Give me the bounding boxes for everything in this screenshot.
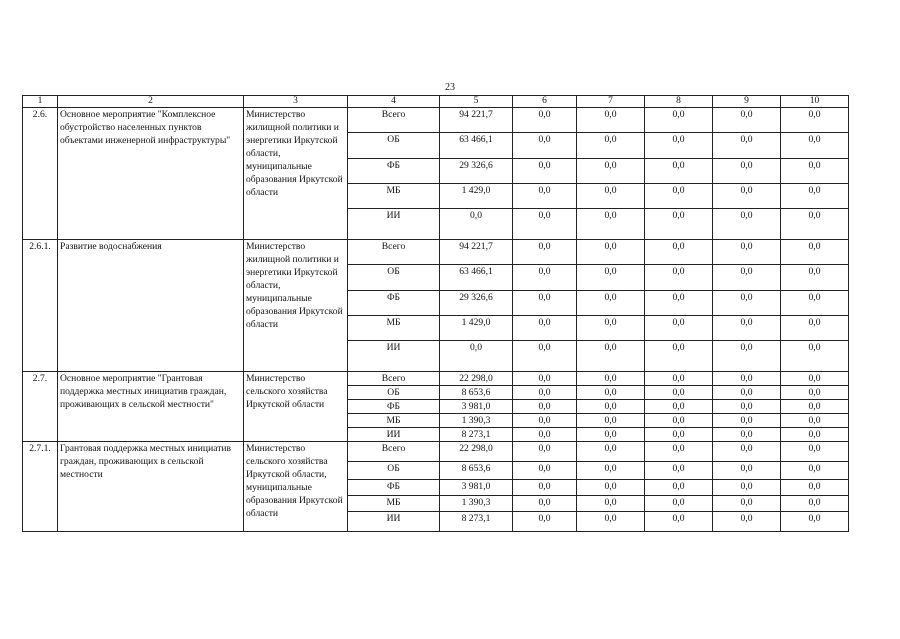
amount-cell: 0,0: [713, 372, 781, 386]
amount-cell: 0,0: [713, 108, 781, 133]
amount-cell: 0,0: [513, 512, 577, 532]
amount-cell: 0,0: [713, 133, 781, 159]
amount-cell: 0,0: [513, 372, 577, 386]
amount-cell: 0,0: [713, 240, 781, 265]
amount-cell: 0,0: [577, 341, 645, 372]
amount-cell: 0,0: [440, 341, 513, 372]
item-name: Основное мероприятие "Комплексное обустройство населенных пунктов объектами инженерной инфраструктуры": [58, 108, 244, 240]
amount-cell: 0,0: [713, 265, 781, 291]
amount-cell: 0,0: [513, 462, 577, 480]
amount-cell: 0,0: [713, 386, 781, 400]
amount-cell: 0,0: [645, 480, 713, 496]
item-number: 2.6.: [23, 108, 58, 240]
table-row: [23, 442, 849, 462]
amount-cell: 0,0: [713, 209, 781, 240]
amount-cell: 0,0: [513, 291, 577, 316]
amount-cell: 8 273,1: [440, 512, 513, 532]
amount-cell: 22 298,0: [440, 372, 513, 386]
amount-cell: 29 326,6: [440, 291, 513, 316]
amount-cell: 8 273,1: [440, 428, 513, 442]
amount-cell: 0,0: [577, 386, 645, 400]
amount-cell: 0,0: [781, 240, 849, 265]
amount-cell: 0,0: [713, 428, 781, 442]
amount-cell: 1 429,0: [440, 316, 513, 341]
item-executor: Министерство сельского хозяйства Иркутской области: [244, 372, 348, 442]
amount-cell: 1 429,0: [440, 184, 513, 209]
table-row: [23, 372, 849, 386]
item-name: Развитие водоснабжения: [58, 240, 244, 372]
col-header: 6: [513, 96, 577, 108]
funding-source: Всего: [348, 240, 440, 265]
amount-cell: 0,0: [577, 184, 645, 209]
amount-cell: 0,0: [713, 414, 781, 428]
amount-cell: 0,0: [645, 316, 713, 341]
amount-cell: 22 298,0: [440, 442, 513, 462]
amount-cell: 29 326,6: [440, 159, 513, 184]
amount-cell: 0,0: [713, 341, 781, 372]
amount-cell: 0,0: [577, 108, 645, 133]
amount-cell: 0,0: [577, 512, 645, 532]
amount-cell: 0,0: [577, 442, 645, 462]
amount-cell: 8 653,6: [440, 386, 513, 400]
amount-cell: 0,0: [513, 496, 577, 512]
amount-cell: 0,0: [713, 316, 781, 341]
amount-cell: 0,0: [513, 108, 577, 133]
amount-cell: 3 981,0: [440, 400, 513, 414]
amount-cell: 0,0: [513, 209, 577, 240]
amount-cell: 0,0: [781, 184, 849, 209]
amount-cell: 0,0: [513, 414, 577, 428]
col-header: 2: [58, 96, 244, 108]
amount-cell: 0,0: [645, 462, 713, 480]
funding-source: ОБ: [348, 265, 440, 291]
amount-cell: 8 653,6: [440, 462, 513, 480]
page-number: 23: [445, 82, 455, 93]
amount-cell: 0,0: [713, 291, 781, 316]
amount-cell: 0,0: [645, 428, 713, 442]
amount-cell: 0,0: [645, 184, 713, 209]
col-header: 8: [645, 96, 713, 108]
amount-cell: 0,0: [513, 400, 577, 414]
col-header: 4: [348, 96, 440, 108]
item-number: 2.7.: [23, 372, 58, 442]
amount-cell: 0,0: [781, 209, 849, 240]
amount-cell: 0,0: [645, 265, 713, 291]
amount-cell: 0,0: [577, 372, 645, 386]
amount-cell: 0,0: [781, 428, 849, 442]
amount-cell: 0,0: [577, 265, 645, 291]
amount-cell: 0,0: [577, 480, 645, 496]
funding-source: МБ: [348, 184, 440, 209]
amount-cell: 0,0: [713, 184, 781, 209]
funding-source: ОБ: [348, 133, 440, 159]
funding-source: ИИ: [348, 428, 440, 442]
funding-source: ИИ: [348, 512, 440, 532]
amount-cell: 0,0: [577, 496, 645, 512]
amount-cell: 94 221,7: [440, 240, 513, 265]
amount-cell: 1 390,3: [440, 414, 513, 428]
amount-cell: 0,0: [577, 428, 645, 442]
amount-cell: 0,0: [781, 400, 849, 414]
amount-cell: 0,0: [713, 462, 781, 480]
amount-cell: 0,0: [781, 316, 849, 341]
amount-cell: 0,0: [713, 442, 781, 462]
amount-cell: 0,0: [645, 291, 713, 316]
funding-source: ОБ: [348, 462, 440, 480]
amount-cell: 0,0: [577, 291, 645, 316]
funding-source: ИИ: [348, 341, 440, 372]
amount-cell: 0,0: [781, 414, 849, 428]
amount-cell: 0,0: [513, 184, 577, 209]
amount-cell: 0,0: [513, 133, 577, 159]
amount-cell: 63 466,1: [440, 133, 513, 159]
amount-cell: 0,0: [713, 400, 781, 414]
amount-cell: 0,0: [645, 512, 713, 532]
amount-cell: 0,0: [781, 159, 849, 184]
amount-cell: 0,0: [713, 480, 781, 496]
amount-cell: 0,0: [645, 372, 713, 386]
table-row: [23, 108, 849, 133]
amount-cell: 0,0: [440, 209, 513, 240]
amount-cell: 0,0: [781, 512, 849, 532]
amount-cell: 0,0: [513, 386, 577, 400]
amount-cell: 0,0: [781, 480, 849, 496]
budget-table: [22, 95, 849, 532]
item-name: Основное мероприятие "Грантовая поддержка местных инициатив граждан, проживающих в сельской местности": [58, 372, 244, 442]
funding-source: ФБ: [348, 159, 440, 184]
amount-cell: 0,0: [645, 400, 713, 414]
amount-cell: 0,0: [781, 265, 849, 291]
funding-source: Всего: [348, 442, 440, 462]
amount-cell: 0,0: [713, 496, 781, 512]
amount-cell: 0,0: [513, 316, 577, 341]
amount-cell: 0,0: [645, 414, 713, 428]
amount-cell: 0,0: [781, 372, 849, 386]
amount-cell: 0,0: [781, 291, 849, 316]
amount-cell: 0,0: [645, 496, 713, 512]
item-executor: Министерство сельского хозяйства Иркутской области, муниципальные образования Иркутской области: [244, 442, 348, 532]
amount-cell: 0,0: [645, 240, 713, 265]
table-row: [23, 240, 849, 265]
item-name: Грантовая поддержка местных инициатив граждан, проживающих в сельской местности: [58, 442, 244, 532]
item-executor: Министерство жилищной политики и энергетики Иркутской области, муниципальные образования Иркутской области: [244, 240, 348, 372]
amount-cell: 0,0: [713, 512, 781, 532]
amount-cell: 0,0: [645, 442, 713, 462]
amount-cell: 63 466,1: [440, 265, 513, 291]
amount-cell: 0,0: [781, 442, 849, 462]
col-header: 3: [244, 96, 348, 108]
amount-cell: 0,0: [577, 159, 645, 184]
amount-cell: 0,0: [577, 316, 645, 341]
funding-source: МБ: [348, 496, 440, 512]
amount-cell: 94 221,7: [440, 108, 513, 133]
funding-source: ФБ: [348, 291, 440, 316]
amount-cell: 0,0: [577, 209, 645, 240]
amount-cell: 0,0: [513, 341, 577, 372]
funding-source: МБ: [348, 316, 440, 341]
amount-cell: 0,0: [577, 462, 645, 480]
amount-cell: 0,0: [577, 414, 645, 428]
amount-cell: 0,0: [781, 462, 849, 480]
amount-cell: 0,0: [577, 133, 645, 159]
col-header: 7: [577, 96, 645, 108]
amount-cell: 0,0: [645, 108, 713, 133]
amount-cell: 0,0: [577, 240, 645, 265]
funding-source: ИИ: [348, 209, 440, 240]
funding-source: Всего: [348, 372, 440, 386]
amount-cell: 0,0: [513, 428, 577, 442]
amount-cell: 1 390,3: [440, 496, 513, 512]
amount-cell: 0,0: [781, 496, 849, 512]
funding-source: ФБ: [348, 480, 440, 496]
funding-source: Всего: [348, 108, 440, 133]
item-executor: Министерство жилищной политики и энергетики Иркутской области, муниципальные образования Иркутской области: [244, 108, 348, 240]
funding-source: ФБ: [348, 400, 440, 414]
amount-cell: 0,0: [577, 400, 645, 414]
amount-cell: 0,0: [645, 386, 713, 400]
col-header: 9: [713, 96, 781, 108]
amount-cell: 0,0: [513, 265, 577, 291]
amount-cell: 0,0: [781, 108, 849, 133]
column-number-row: [23, 96, 849, 108]
amount-cell: 3 981,0: [440, 480, 513, 496]
item-number: 2.6.1.: [23, 240, 58, 372]
amount-cell: 0,0: [513, 240, 577, 265]
funding-source: ОБ: [348, 386, 440, 400]
funding-source: МБ: [348, 414, 440, 428]
amount-cell: 0,0: [513, 442, 577, 462]
amount-cell: 0,0: [781, 341, 849, 372]
amount-cell: 0,0: [645, 133, 713, 159]
amount-cell: 0,0: [645, 159, 713, 184]
amount-cell: 0,0: [713, 159, 781, 184]
amount-cell: 0,0: [781, 386, 849, 400]
amount-cell: 0,0: [513, 480, 577, 496]
amount-cell: 0,0: [781, 133, 849, 159]
col-header: 5: [440, 96, 513, 108]
col-header: 10: [781, 96, 849, 108]
amount-cell: 0,0: [513, 159, 577, 184]
amount-cell: 0,0: [645, 209, 713, 240]
col-header: 1: [23, 96, 58, 108]
item-number: 2.7.1.: [23, 442, 58, 532]
amount-cell: 0,0: [645, 341, 713, 372]
